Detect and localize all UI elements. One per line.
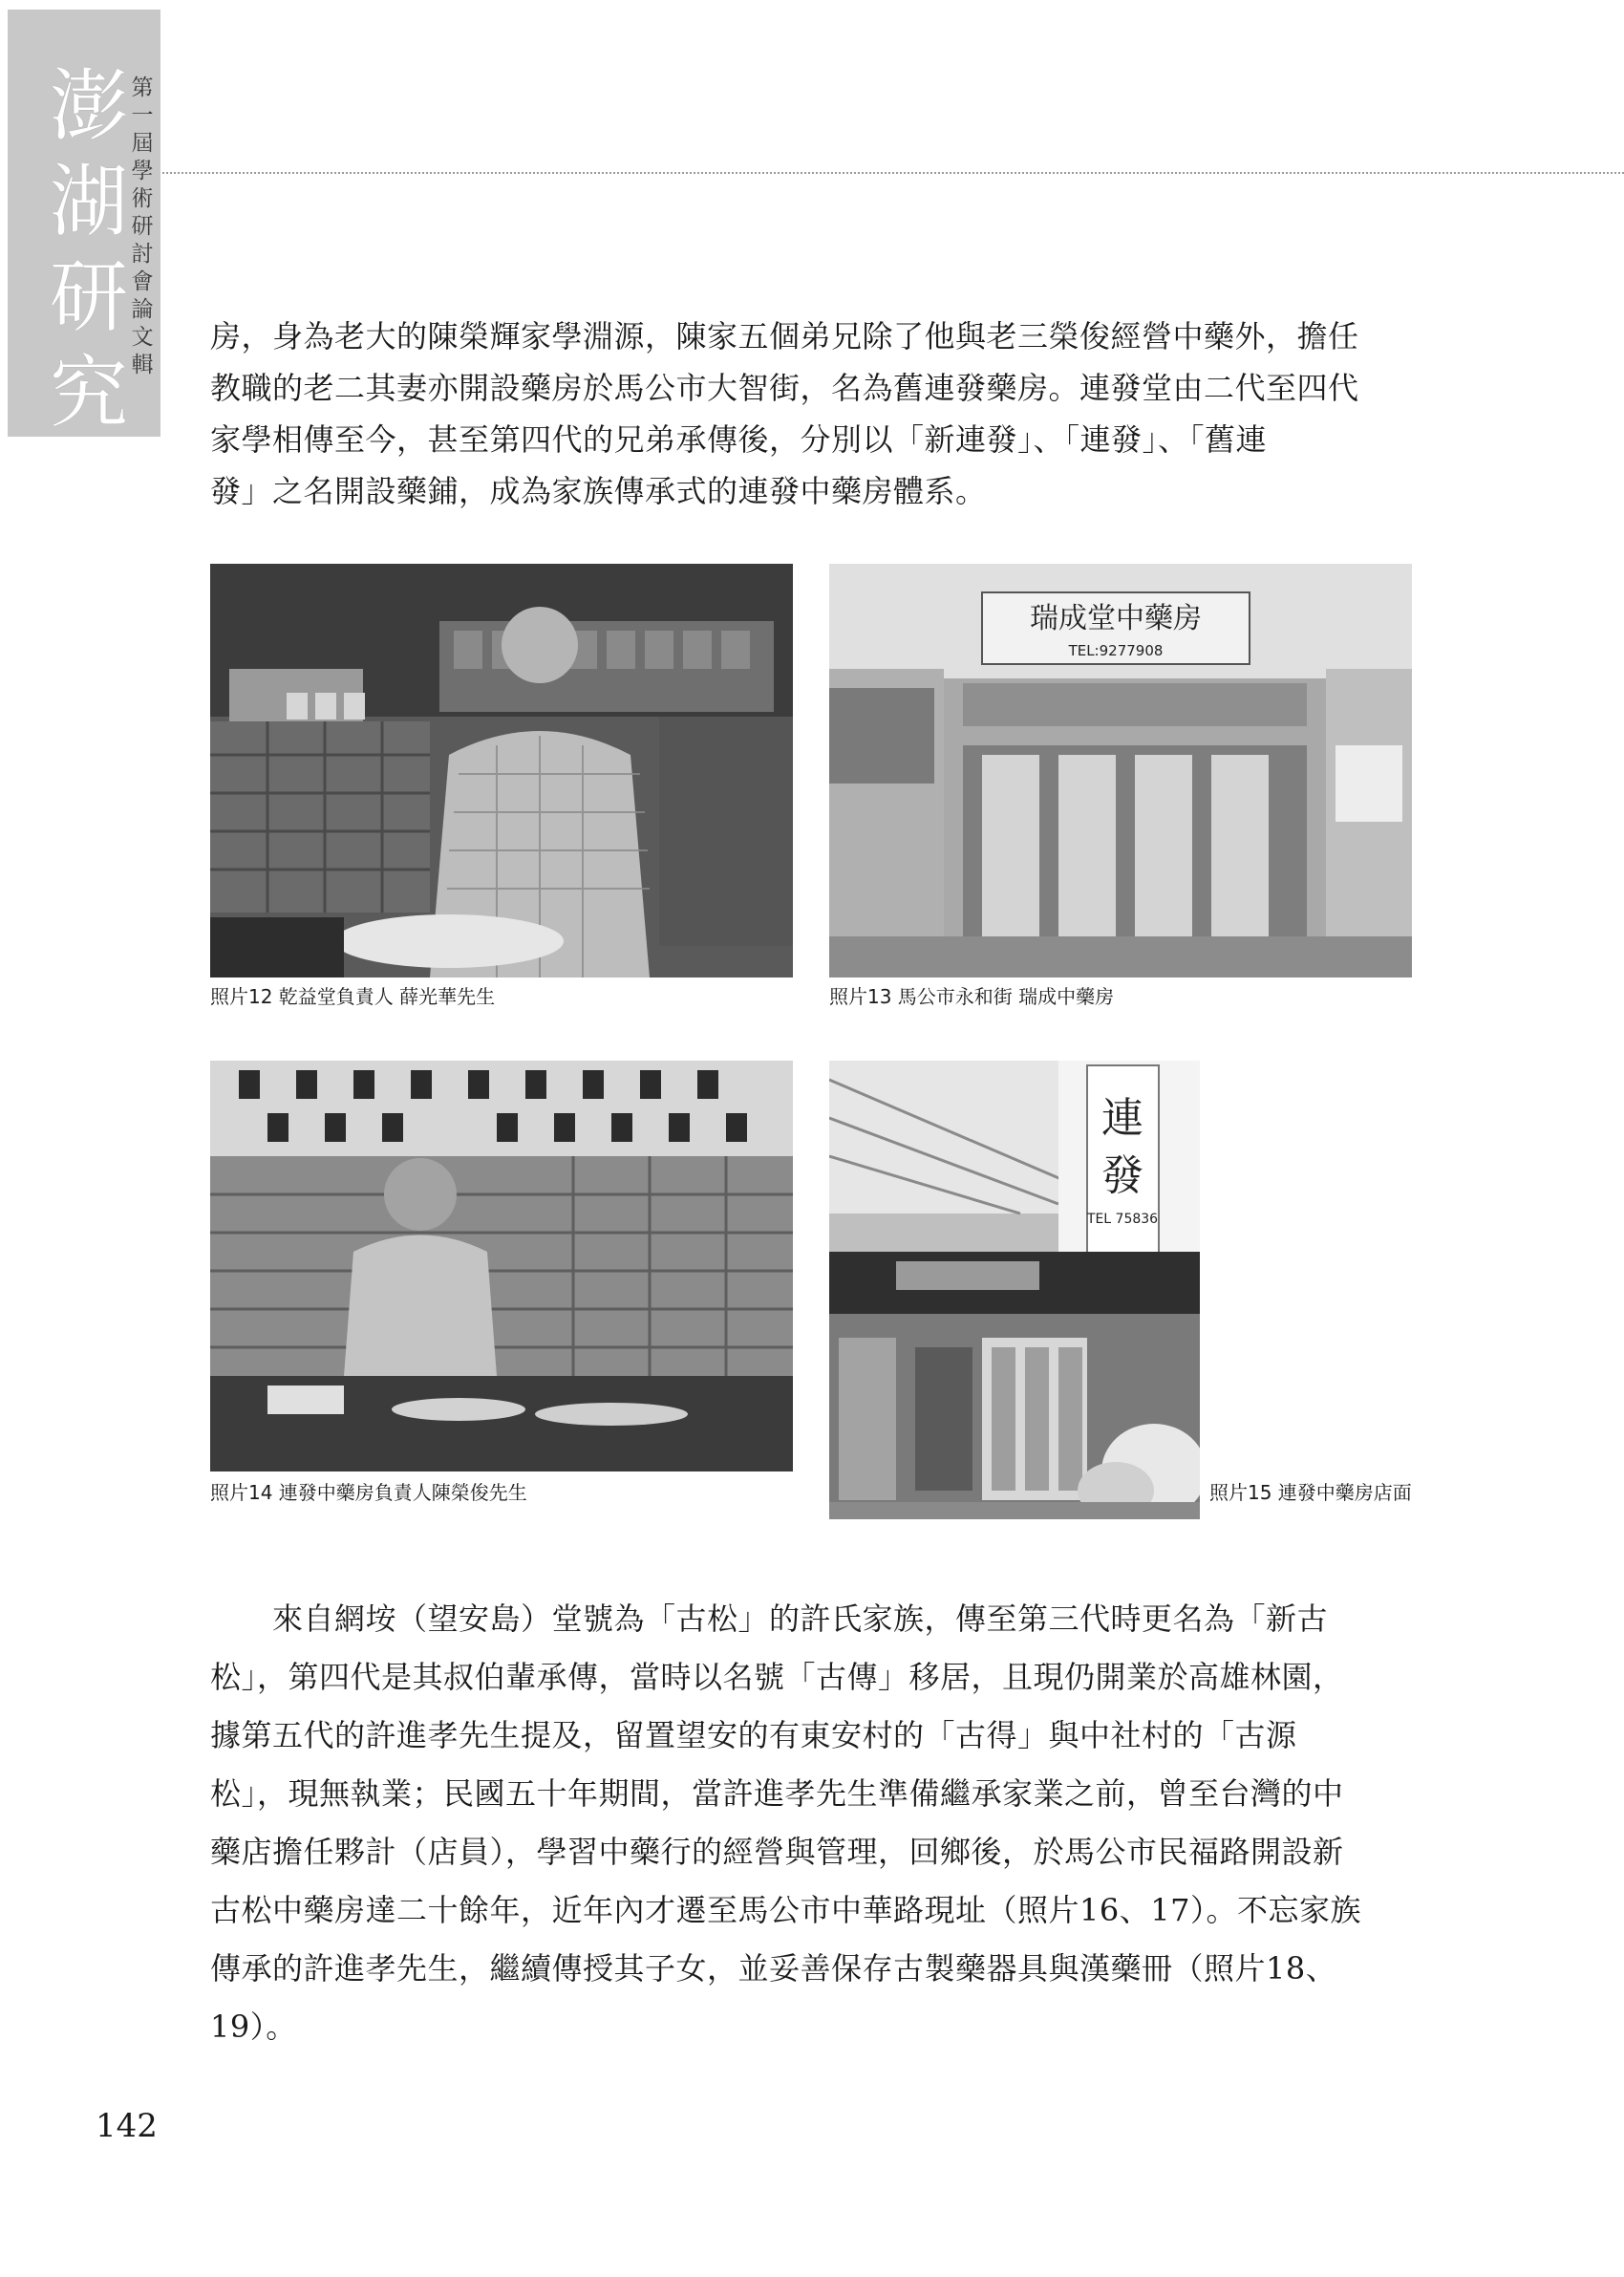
photo-12	[210, 564, 793, 977]
text-line: 傳承的許進孝先生，繼續傳授其子女，並妥善保存古製藥器具與漢藥冊（照片18、	[210, 1950, 1337, 1987]
text-line: 藥店擔任夥計（店員），學習中藥行的經營與管理，回鄉後，於馬公市民福路開設新	[210, 1834, 1344, 1870]
photo-15-caption: 照片15 連發中藥房店面	[1209, 1481, 1412, 1504]
body-paragraph-top	[210, 311, 1409, 517]
photo-15-sign-2: 發	[1101, 1151, 1143, 1200]
page-number: 142	[96, 2107, 158, 2145]
header-divider	[162, 172, 1624, 174]
text-line: 19）。	[210, 2008, 297, 2045]
photo-12-caption: 照片12 乾益堂負責人 薛光華先生	[210, 985, 496, 1008]
text-line: 發」之名開設藥鋪，成為家族傳承式的連發中藥房體系。	[210, 473, 987, 509]
photo-15-sign-tel: TEL 75836	[1086, 1212, 1159, 1227]
photo-13-caption: 照片13 馬公市永和街 瑞成中藥房	[829, 985, 1115, 1008]
text-line: 來自網垵（望安島）堂號為「古松」的許氏家族，傳至第三代時更名為「新古	[210, 1600, 1329, 1637]
body-paragraph-bottom	[210, 1590, 1409, 2056]
photo-15	[829, 1061, 1200, 1519]
text-line: 古松中藥房達二十餘年，近年內才遷至馬公市中華路現址（照片16、17）。不忘家族	[210, 1892, 1361, 1928]
photo-13	[829, 564, 1412, 977]
text-line: 教職的老二其妻亦開設藥房於馬公市大智街，名為舊連發藥房。連發堂由二代至四代	[210, 370, 1359, 406]
photo-13-sign: 瑞成堂中藥房	[1030, 602, 1202, 635]
series-subtitle: 第 一 屆 學 術 研 討 會 論 文 輯	[131, 75, 154, 377]
text-line: 房，身為老大的陳榮輝家學淵源，陳家五個弟兄除了他與老三榮俊經營中藥外，擔任	[210, 318, 1359, 354]
photo-14-caption: 照片14 連發中藥房負責人陳榮俊先生	[210, 1481, 527, 1504]
text-line: 松」，現無執業；民國五十年期間，當許進孝先生準備繼承家業之前，曾至台灣的中	[210, 1775, 1344, 1812]
series-title: 澎 湖 研 究	[49, 61, 128, 439]
photo-14	[210, 1061, 793, 1471]
text-line: 據第五代的許進孝先生提及，留置望安的有東安村的「古得」與中社村的「古源	[210, 1717, 1297, 1753]
text-line: 松」，第四代是其叔伯輩承傳，當時以名號「古傳」移居，且現仍開業於高雄林園，	[210, 1659, 1344, 1695]
photo-15-sign-1: 連	[1101, 1094, 1143, 1143]
text-line: 家學相傳至今，甚至第四代的兄弟承傳後，分別以「新連發」、「連發」、「舊連	[210, 421, 1268, 458]
photo-13-sign-tel: TEL:9277908	[1068, 642, 1164, 659]
